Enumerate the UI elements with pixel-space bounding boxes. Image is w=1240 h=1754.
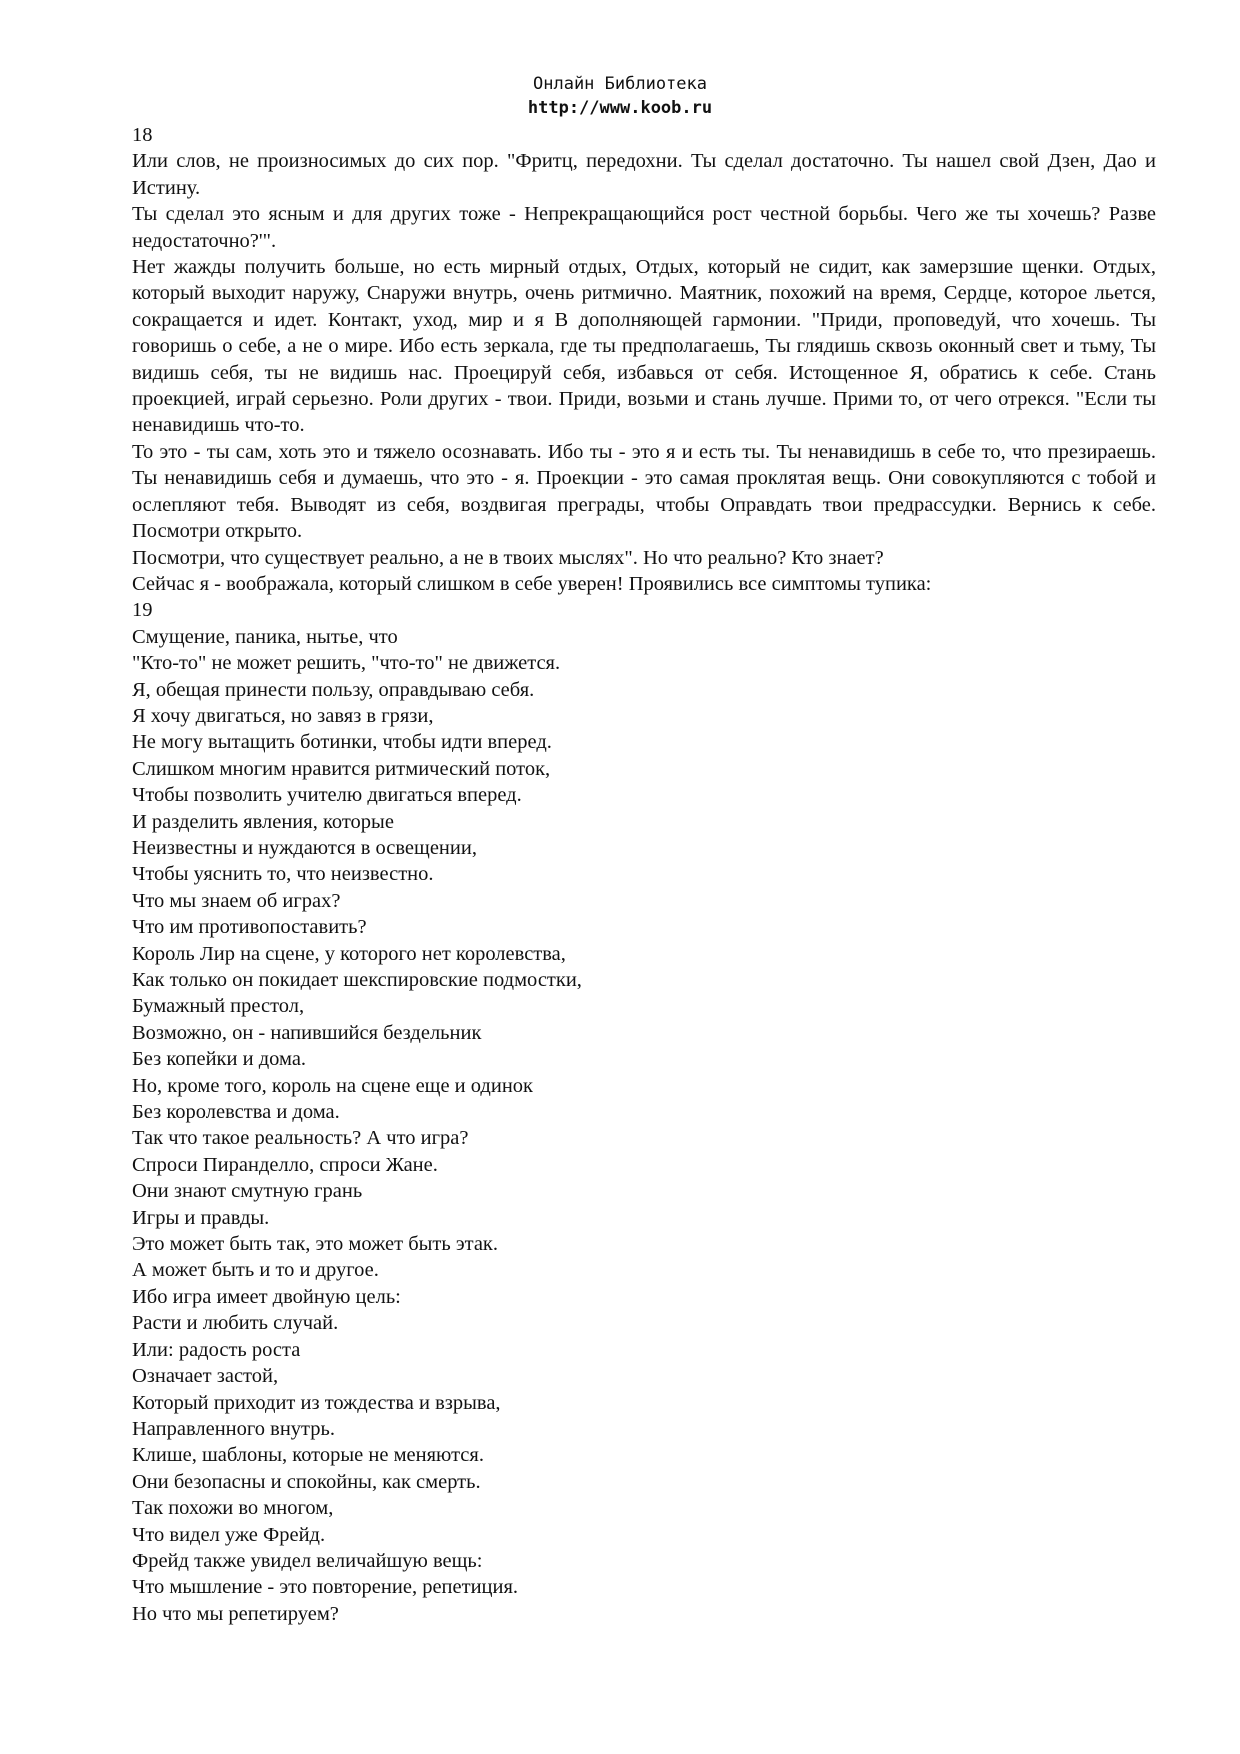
library-url[interactable]: http://www.koob.ru <box>527 98 713 118</box>
poem-line: Что мы знаем об играх? <box>132 889 341 912</box>
page-number: 19 <box>132 599 153 622</box>
poem-line: Без королевства и дома. <box>132 1101 340 1124</box>
paragraph: То это - ты сам, хоть это и тяжело осознавать. Ибо ты - это я и есть ты. Ты ненавидишь в себе то, что презираешь. Ты ненавидишь себя и думаешь, что это - я. Проекции - это самая проклятая вещь. Они совокупляются с тобой и ослепляют тебя. Выводят из себя, воздвигая преграды, чтобы Оправдать твои предрассудки. Вернись к себе. Посмотри открыто. <box>132 440 1156 543</box>
poem-line: Что видел уже Фрейд. <box>132 1523 326 1546</box>
paragraph: Нет жажды получить больше, но есть мирный отдых, Отдых, который не сидит, как замерзшие щенки. Отдых, который выходит наружу, Снаружи внутрь, очень ритмично. Маятник, похожий на время, Сердце, которое льется, сокращается и идет. Контакт, уход, мир и я В дополняющей гармонии. "Приди, проповедуй, что хочешь. Ты говоришь о себе, а не о мире. Ибо есть зеркала, где ты предполагаешь, Ты глядишь сквозь оконный свет и тьму, Ты видишь себя, ты не видишь нас. Проецируй себя, избавься от себя. Истощенное Я, обратись к себе. Стань проекцией, играй серьезно. Роли других - твои. Приди, возьми и стань лучше. Прими то, от чего отрекся. "Если ты ненавидишь что-то. <box>132 256 1156 437</box>
poem-line: Ибо игра имеет двойную цель: <box>132 1285 401 1308</box>
poem-line: Бумажный престол, <box>132 995 305 1018</box>
poem-line: Как только он покидает шекспировские подмостки, <box>132 969 582 991</box>
poem-line: Расти и любить случай. <box>132 1312 339 1335</box>
poem-line: Который приходит из тождества и взрыва, <box>132 1391 501 1414</box>
document-body <box>132 122 1156 1627</box>
poem-line: Так что такое реальность? А что игра? <box>132 1127 469 1150</box>
poem-line: Я, обещая принести пользу, оправдываю себя. <box>132 678 535 701</box>
poem-line: Неизвестны и нуждаются в освещении, <box>132 836 477 859</box>
poem-line: Чтобы позволить учителю двигаться вперед. <box>132 784 522 807</box>
page-header <box>0 72 1240 120</box>
poem-line: Фрейд также увидел величайшую вещь: <box>132 1549 483 1572</box>
poem-line: Они безопасны и спокойны, как смерть. <box>132 1470 481 1493</box>
page-number: 18 <box>132 124 153 146</box>
poem-line: Игры и правды. <box>132 1206 270 1229</box>
poem-line: Клише, шаблоны, которые не меняются. <box>132 1444 484 1467</box>
poem-line: Не могу вытащить ботинки, чтобы идти вперед. <box>132 731 552 754</box>
poem-line: Но что мы репетируем? <box>132 1602 339 1625</box>
paragraph: Сейчас я - воображала, который слишком в себе уверен! Проявились все симптомы тупика: <box>132 572 932 595</box>
poem-line: Так похожи во многом, <box>132 1497 334 1520</box>
library-title: Онлайн Библиотека <box>533 74 707 94</box>
poem-line: Но, кроме того, король на сцене еще и одинок <box>132 1074 534 1097</box>
paragraph: Или слов, не произносимых до сих пор. "Фритц, передохни. Ты сделал достаточно. Ты нашел свой Дзен, Дао и Истину. <box>132 150 1156 199</box>
poem-line: Что мышление - это повторение, репетиция. <box>132 1576 519 1599</box>
poem-line: Что им противопоставить? <box>132 916 367 939</box>
poem-line: Возможно, он - напившийся бездельник <box>132 1021 482 1044</box>
poem-line: Это может быть так, это может быть этак. <box>132 1233 499 1256</box>
poem-line: Смущение, паника, нытье, что <box>132 625 398 648</box>
poem-line: Направленного внутрь. <box>132 1417 335 1440</box>
poem-line: Король Лир на сцене, у которого нет королевства, <box>132 942 566 965</box>
poem-line: Или: радость роста <box>132 1338 301 1361</box>
poem-line: Без копейки и дома. <box>132 1048 307 1071</box>
poem-line: И разделить явления, которые <box>132 810 394 833</box>
poem-line: "Кто-то" не может решить, "что-то" не движется. <box>132 652 561 675</box>
poem-line: Я хочу двигаться, но завяз в грязи, <box>132 704 434 727</box>
paragraph: Посмотри, что существует реально, а не в твоих мыслях". Но что реально? Кто знает? <box>132 546 884 569</box>
poem-line: Они знают смутную грань <box>132 1180 363 1203</box>
poem-line: Означает застой, <box>132 1365 279 1388</box>
poem-line: Слишком многим нравится ритмический поток, <box>132 757 551 780</box>
poem-line: А может быть и то и другое. <box>132 1259 379 1282</box>
paragraph: Ты сделал это ясным и для других тоже - Непрекращающийся рост честной борьбы. Чего же ты хочешь? Разве недостаточно?'". <box>132 203 1156 252</box>
poem-line: Спроси Пиранделло, спроси Жане. <box>132 1153 438 1176</box>
poem-line: Чтобы уяснить то, что неизвестно. <box>132 863 434 886</box>
